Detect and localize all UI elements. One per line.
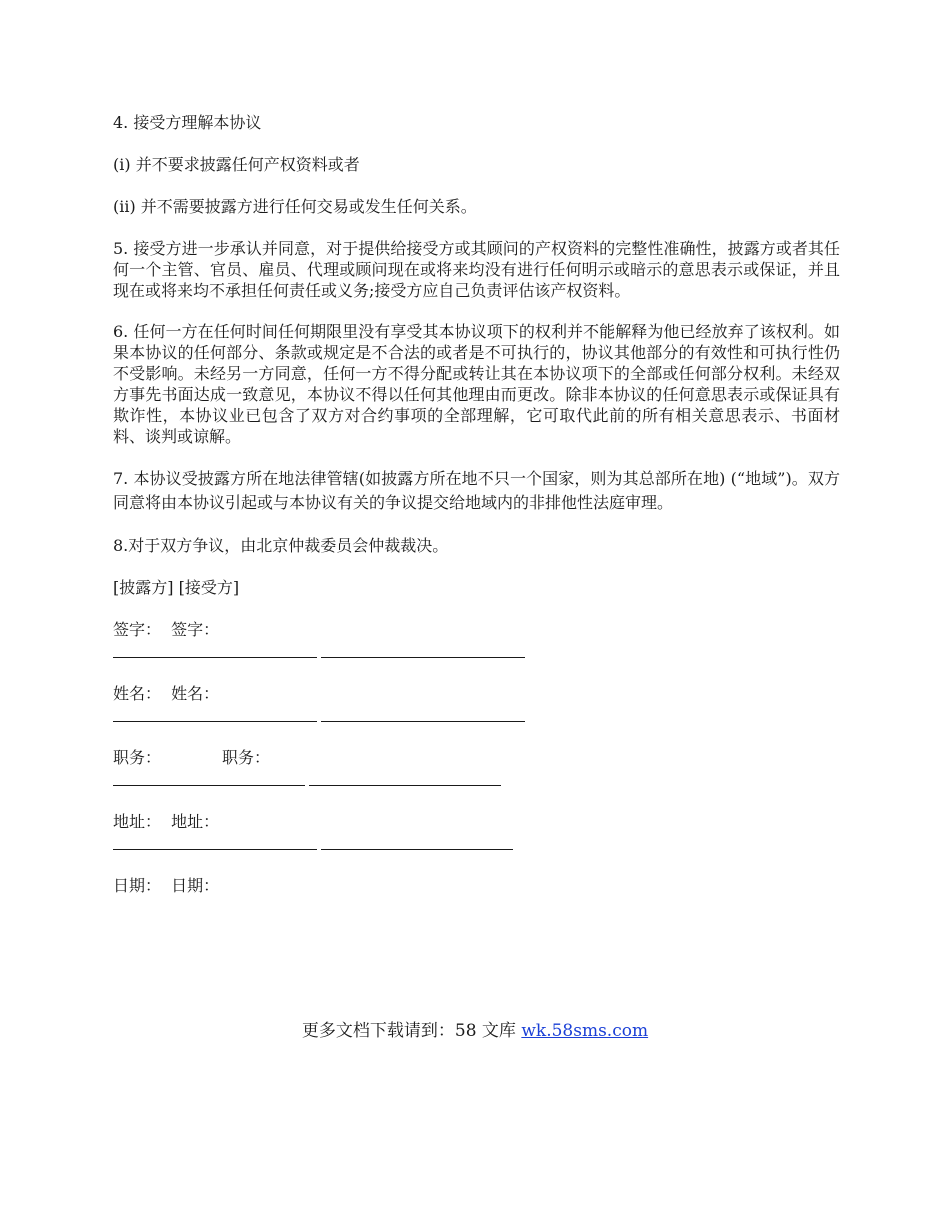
clause-4-item-ii: (ii) 并不需要披露方进行任何交易或发生任何关系。	[113, 197, 477, 216]
clause-6: 6. 任何一方在任何时间任何期限里没有享受其本协议项下的权利并不能解释为他已经放弃了该权利。如果本协议的任何部分、条款或规定是不合法的或者是不可执行的，协议其他部分的有效性和可执行性仍不受影响。未经另一方同意，任何一方不得分配或转让其在本协议项下的全部或任何部分权利。未经双方事先书面达成一致意见，本协议不得以任何其他理由而更改。除非本协议的任何意思表示或保证具有欺诈性，本协议业已包含了双方对合约事项的全部理解，它可取代此前的所有相关意思表示、书面材料、谈判或谅解。	[113, 322, 840, 446]
date-label: 日期： 日期：	[113, 876, 220, 895]
clause-5: 5. 接受方进一步承认并同意，对于提供给接受方或其顾问的产权资料的完整性准确性，披露方或者其任何一个主管、官员、雇员、代理或顾问现在或将来均没有进行任何明示或暗示的意思表示或保证，并且现在或将来均不承担任何责任或义务;接受方应自己负责评估该产权资料。	[113, 239, 840, 300]
address-line-discloser	[113, 848, 317, 850]
footer-link[interactable]: wk.58sms.com	[521, 1021, 649, 1041]
sign-line-discloser	[113, 656, 317, 658]
title-line-recipient	[309, 784, 501, 786]
title-line-discloser	[113, 784, 305, 786]
clause-4-title: 4. 接受方理解本协议	[113, 113, 262, 132]
sign-line-recipient	[321, 656, 525, 658]
name-line-discloser	[113, 720, 317, 722]
name-label: 姓名： 姓名：	[113, 684, 220, 703]
title-label: 职务： 职务：	[113, 748, 271, 767]
clause-8: 8.对于双方争议，由北京仲裁委员会仲裁裁决。	[113, 536, 449, 555]
footer-text: 更多文档下载请到：58 文库	[301, 1021, 522, 1041]
address-lines	[113, 848, 840, 850]
clause-4-item-i: (i) 并不要求披露任何产权资料或者	[113, 155, 360, 174]
sign-lines	[113, 656, 840, 658]
title-lines	[113, 784, 840, 786]
document-body	[113, 112, 840, 897]
name-lines	[113, 720, 840, 722]
sign-label: 签字： 签字：	[113, 620, 220, 639]
address-label: 地址： 地址：	[113, 812, 220, 831]
footer	[0, 1020, 950, 1042]
signature-parties: [披露方] [接受方]	[113, 578, 240, 597]
address-line-recipient	[321, 848, 513, 850]
name-line-recipient	[321, 720, 525, 722]
clause-7: 7. 本协议受披露方所在地法律管辖(如披露方所在地不只一个国家，则为其总部所在地) (“地域”)。双方同意将由本协议引起或与本协议有关的争议提交给地域内的非排他性法庭审理。	[113, 469, 840, 512]
